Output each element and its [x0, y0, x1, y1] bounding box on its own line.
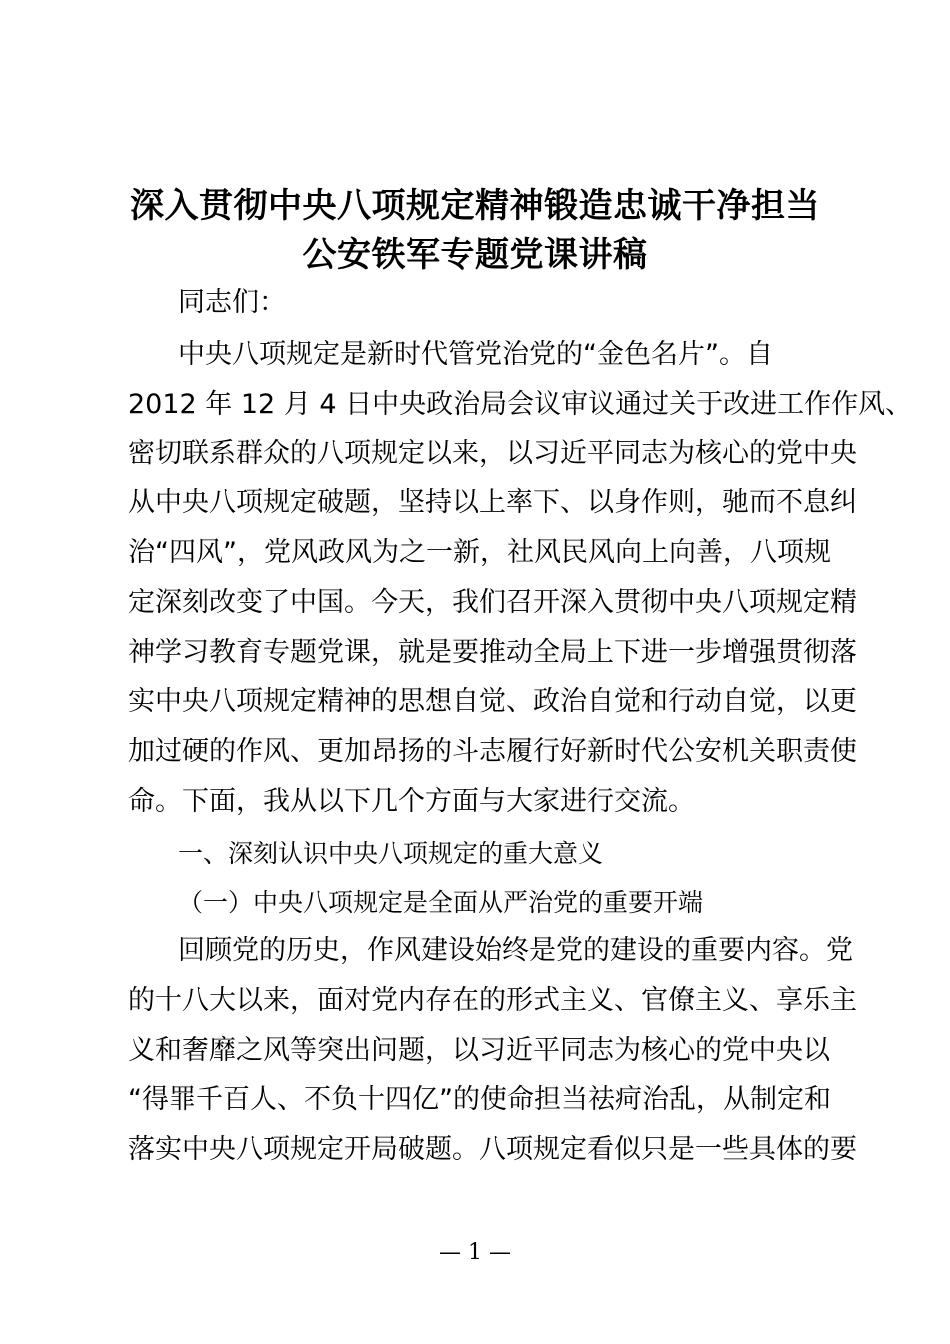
body-line: 落实中央八项规定开局破题。八项规定看似只是一些具体的要 [128, 1134, 857, 1165]
intro-line: 命。下面，我从以下几个方面与大家进行交流。 [128, 786, 695, 817]
page-number: — 1 — [439, 1240, 511, 1265]
intro-line: 中央八项规定是新时代管党治党的“金色名片”。自 [178, 339, 773, 370]
intro-line: 2012 年 12 月 4 日中央政治局会议审议通过关于改进工作作风、 [128, 389, 913, 420]
document-title-line-1: 深入贯彻中央八项规定精神锻造忠诚干净担当 [130, 186, 820, 226]
intro-line: 从中央八项规定破题，坚持以上率下、以身作则，驰而不息纠 [128, 487, 857, 518]
subsection-heading: （一）中央八项规定是全面从严治党的重要开端 [178, 888, 704, 917]
section-heading: 一、深刻认识中央八项规定的重大意义 [178, 839, 604, 868]
intro-line: 密切联系群众的八项规定以来，以习近平同志为核心的党中央 [128, 438, 857, 469]
intro-line: 加过硬的作风、更加昂扬的斗志履行好新时代公安机关职责使 [128, 736, 857, 767]
body-line: “得罪千百人、不负十四亿”的使命担当祛疴治乱，从制定和 [128, 1084, 831, 1115]
body-line: 回顾党的历史，作风建设始终是党的建设的重要内容。党 [178, 935, 853, 966]
intro-line: 治“四风”，党风政风为之一新，社风民风向上向善，八项规 [128, 537, 831, 568]
intro-line: 定深刻改变了中国。今天，我们召开深入贯彻中央八项规定精 [128, 587, 857, 618]
document-title-line-2: 公安铁军专题党课讲稿 [302, 235, 648, 275]
intro-line: 神学习教育专题党课，就是要推动全局上下进一步增强贯彻落 [128, 637, 857, 668]
body-line: 的十八大以来，面对党内存在的形式主义、官僚主义、享乐主 [128, 985, 857, 1016]
intro-line: 实中央八项规定精神的思想自觉、政治自觉和行动自觉，以更 [128, 686, 857, 717]
body-line: 义和奢靡之风等突出问题，以习近平同志为核心的党中央以 [128, 1035, 830, 1066]
greeting: 同志们： [178, 287, 286, 318]
